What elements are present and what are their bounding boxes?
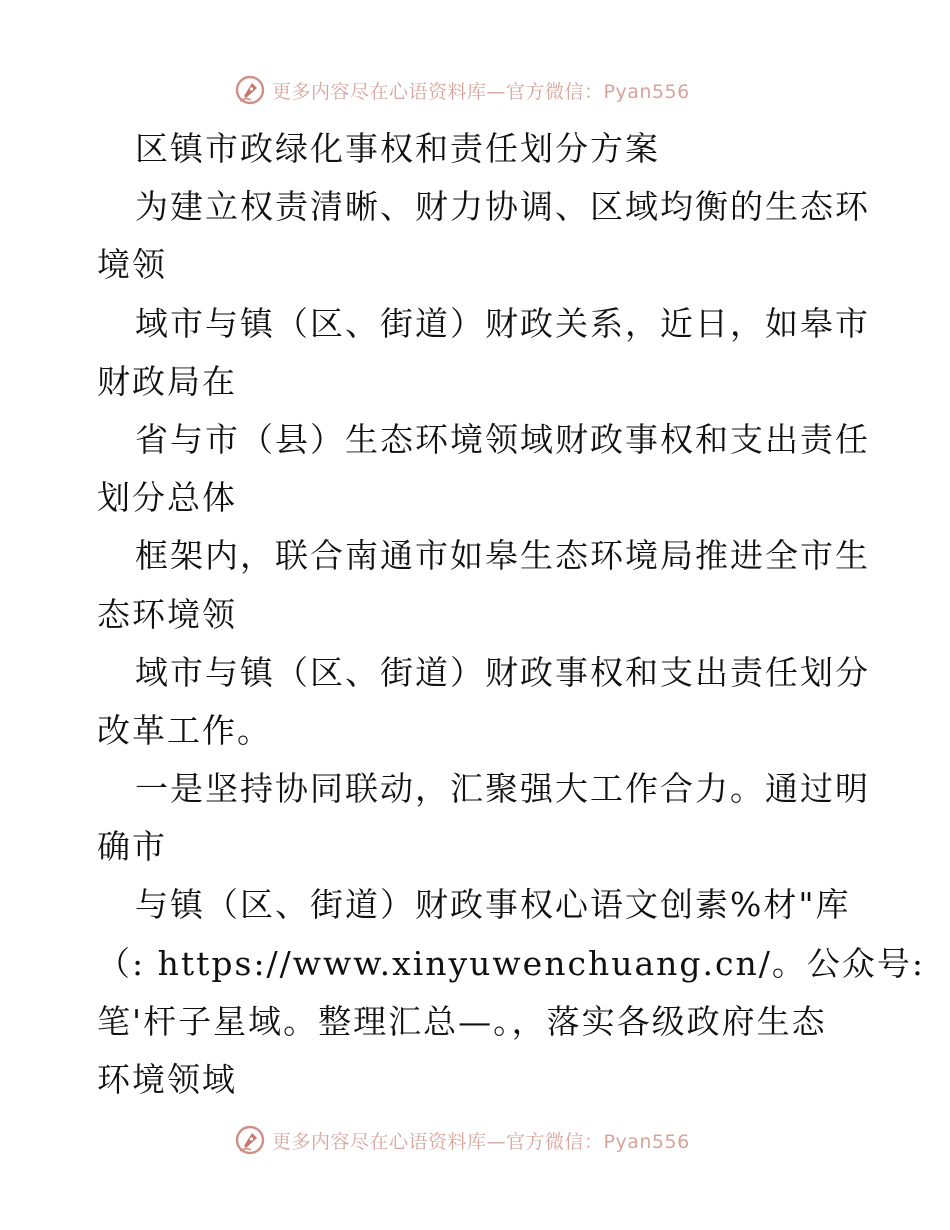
- text-line: 为建立权责清晰、财力协调、区域均衡的生态环: [135, 187, 870, 227]
- text-line: 确市: [97, 827, 167, 867]
- text-line: 环境领域: [97, 1060, 237, 1099]
- text-line: 改革工作。: [97, 710, 272, 750]
- watermark-header: [234, 72, 734, 108]
- text-line: 财政局在: [97, 361, 237, 401]
- watermark-text: 更多内容尽在心语资料库—官方微信：Pyan556: [272, 80, 690, 103]
- text-line: 域市与镇（区、街道）财政事权和支出责任划分: [135, 652, 870, 692]
- text-line: 态环境领: [97, 594, 237, 634]
- text-line: 划分总体: [97, 478, 237, 518]
- text-line: 域市与镇（区、街道）财政关系，近日，如皋市: [135, 303, 870, 343]
- text-line: 笔'杆子星域。整理汇总—。，落实各级政府生态: [97, 1001, 827, 1041]
- text-line: 与镇（区、街道）财政事权心语文创素%材"库: [135, 885, 851, 925]
- text-line: 一是坚持协同联动，汇聚强大工作合力。通过明: [135, 769, 870, 809]
- watermark-text: 更多内容尽在心语资料库—官方微信：Pyan556: [272, 1130, 690, 1153]
- document-title: 区镇市政绿化事权和责任划分方案: [135, 129, 660, 168]
- watermark-footer: [234, 1122, 734, 1158]
- text-line: 境领: [97, 245, 167, 285]
- text-line: 框架内，联合南通市如皋生态环境局推进全市生: [135, 536, 870, 576]
- pen-nib-logo-icon: [234, 1124, 266, 1156]
- pen-nib-logo-icon: [234, 74, 266, 106]
- text-line: 省与市（县）生态环境领域财政事权和支出责任: [135, 419, 870, 459]
- document-body: [97, 120, 925, 1109]
- text-line: （: https://www.xinyuwenchuang.cn/。公众号:: [97, 943, 925, 983]
